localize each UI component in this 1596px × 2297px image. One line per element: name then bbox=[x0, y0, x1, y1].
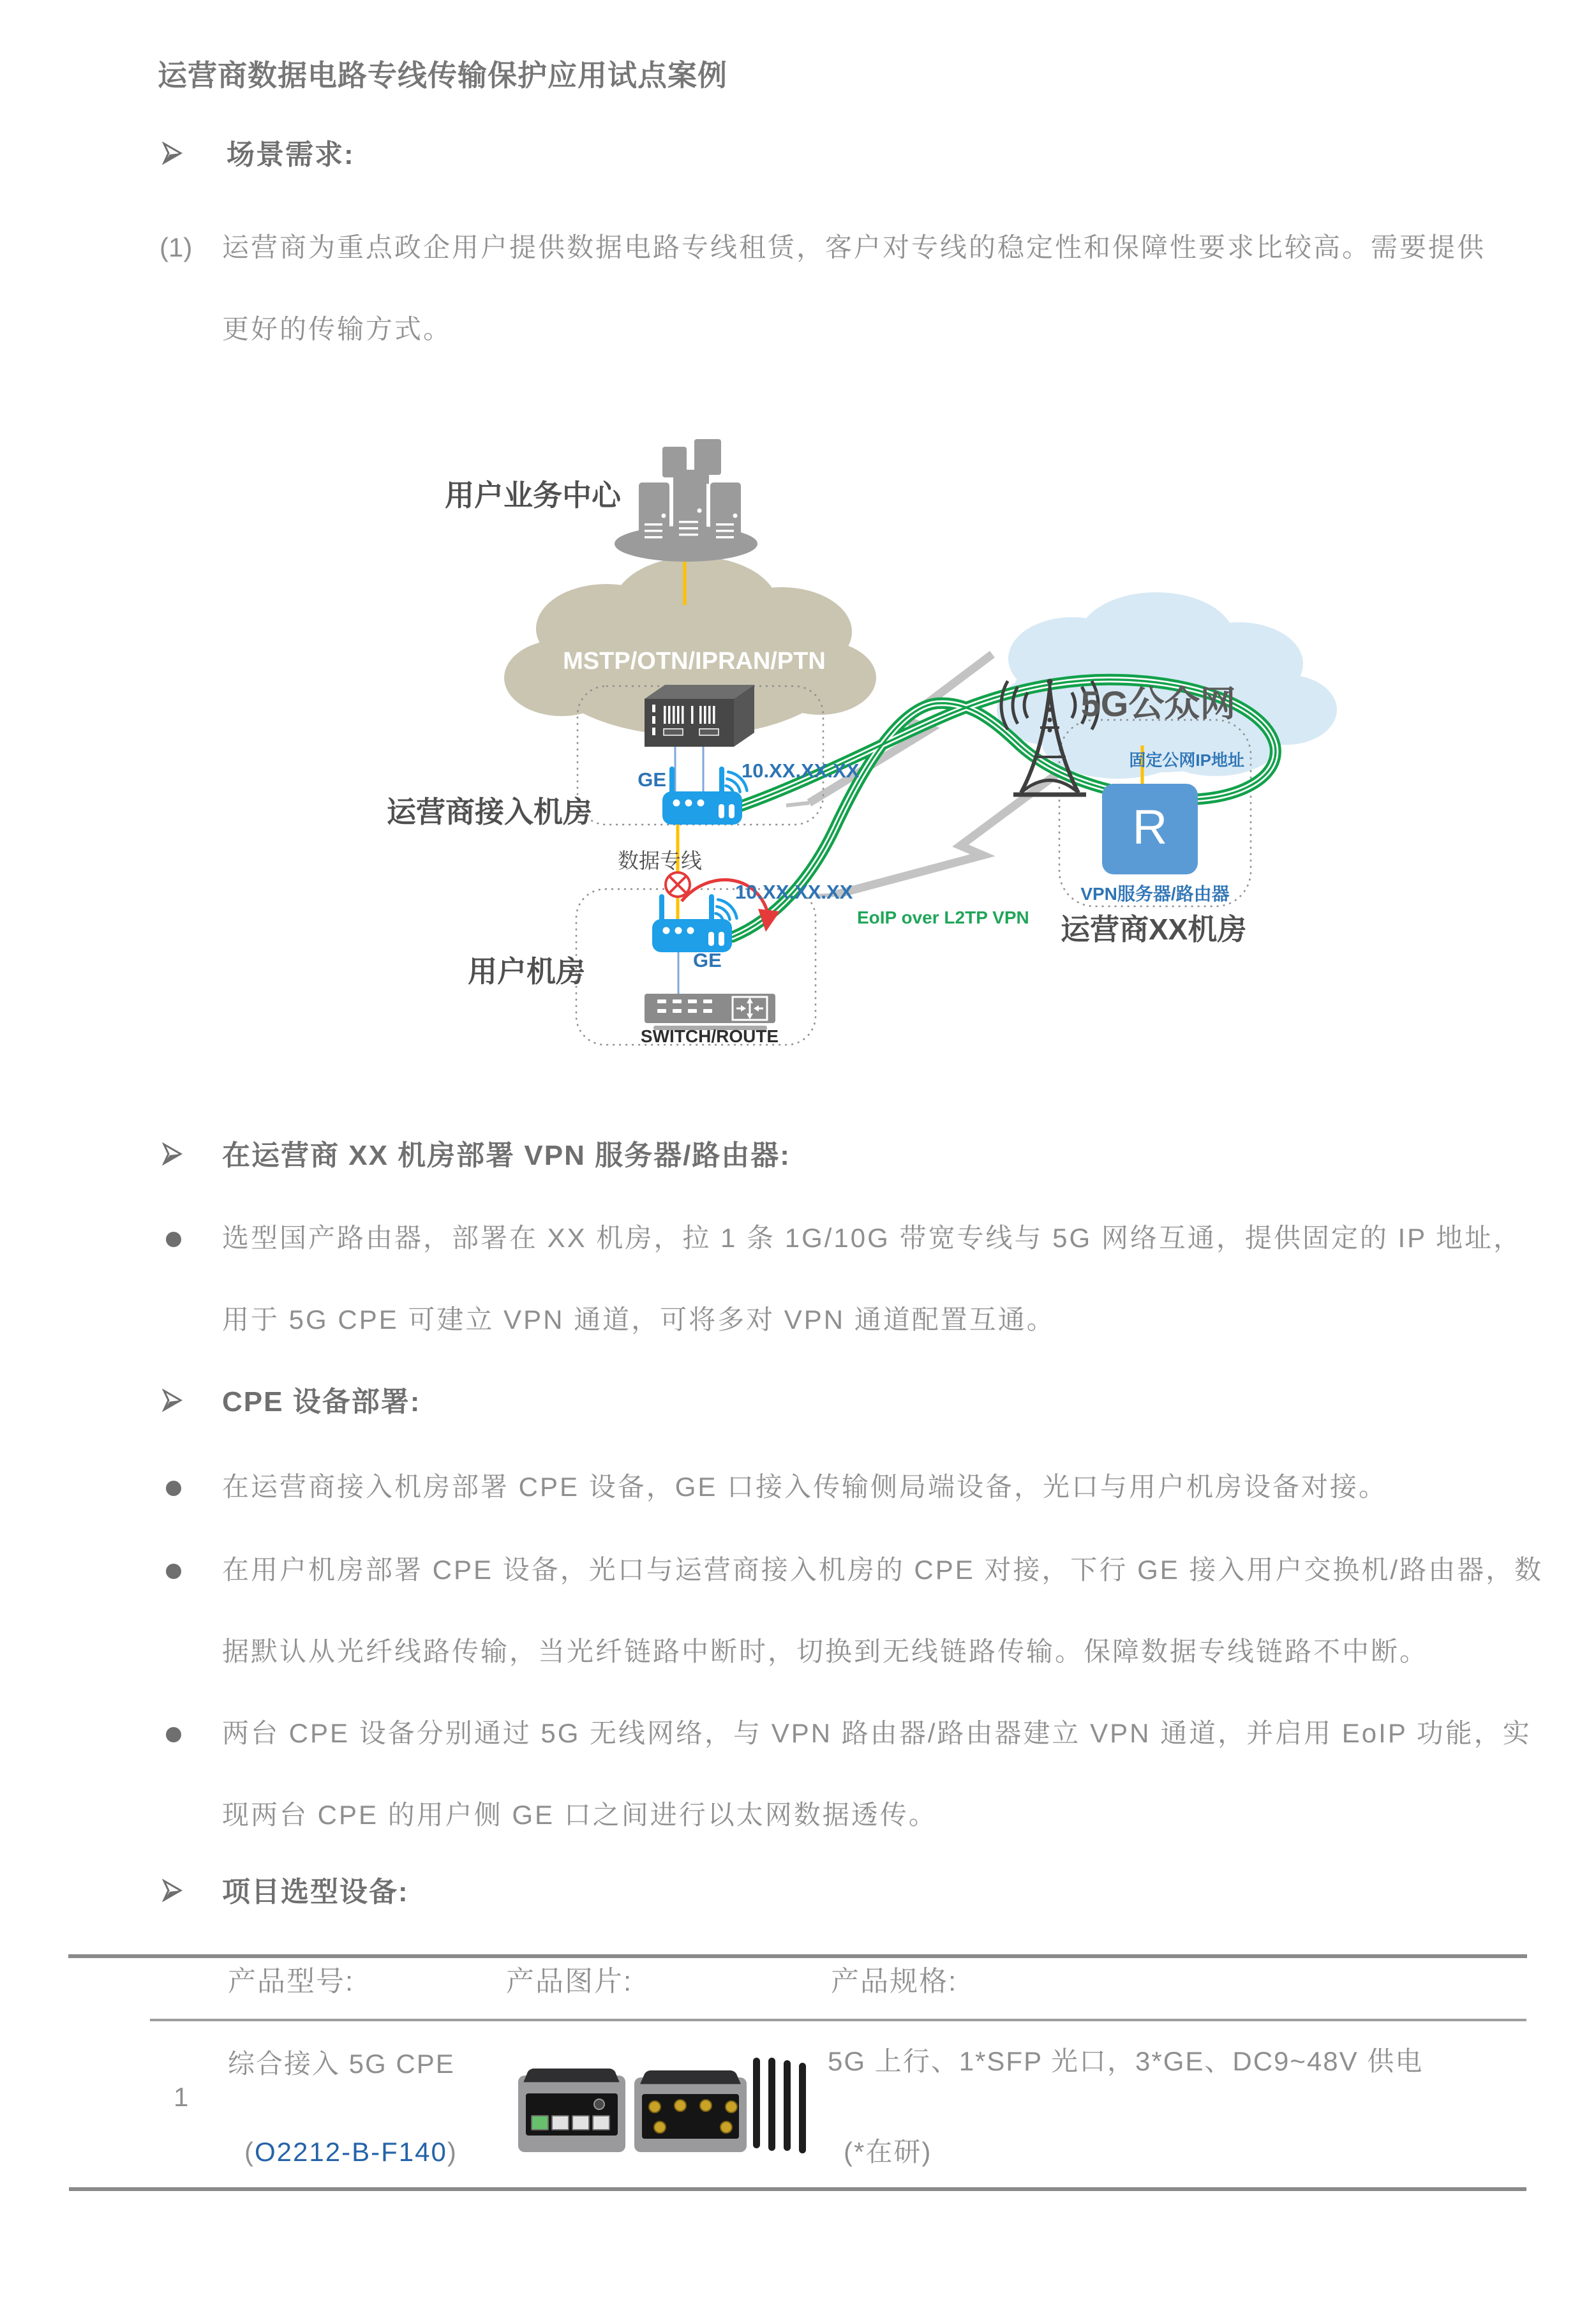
antenna-image bbox=[768, 2058, 775, 2151]
paren: ( bbox=[244, 2137, 255, 2167]
ge-port-label: GE bbox=[693, 949, 722, 971]
cpe-device-front-image bbox=[518, 2076, 625, 2152]
bullet-icon bbox=[166, 1564, 181, 1579]
bullet-icon bbox=[166, 1481, 181, 1496]
operator-xx-room-label: 运营商XX机房 bbox=[1061, 913, 1247, 946]
bullet-icon bbox=[166, 1727, 181, 1742]
server-cluster-icon bbox=[615, 439, 757, 562]
bullet-line: 现两台 CPE 的用户侧 GE 口之间进行以太网数据透传。 bbox=[222, 1800, 937, 1830]
ge-port-label: GE bbox=[638, 768, 666, 791]
cpe-device-back-image bbox=[634, 2077, 747, 2152]
heading-arrow-icon bbox=[162, 142, 183, 165]
table-top-border bbox=[68, 1954, 1527, 1958]
page-title: 运营商数据电路专线传输保护应用试点案例 bbox=[158, 59, 727, 92]
user-business-center-label: 用户业务中心 bbox=[445, 479, 621, 512]
model-code-text: O2212-B-F140 bbox=[255, 2137, 447, 2167]
paragraph-line: 运营商为重点政企用户提供数据电路专线租赁，客户对专线的稳定性和保障性要求比较高。需要提供 bbox=[222, 232, 1486, 262]
table-row-index: 1 bbox=[174, 2082, 190, 2112]
heading-cpe-deploy: CPE 设备部署: bbox=[222, 1386, 421, 1418]
antenna-image bbox=[799, 2063, 806, 2153]
table-cell-spec-note: (*在研) bbox=[844, 2137, 932, 2167]
switch-route-icon bbox=[645, 994, 775, 1030]
red-circle-x-icon bbox=[666, 872, 690, 897]
bullet-line: 两台 CPE 设备分别通过 5G 无线网络，与 VPN 路由器/路由器建立 VPN 通道，并启用 EoIP 功能，实 bbox=[222, 1718, 1532, 1748]
heading-arrow-icon bbox=[162, 1389, 183, 1412]
antenna-image bbox=[753, 2058, 760, 2148]
wifi-arcs-icon bbox=[715, 900, 736, 921]
r-node-label: R bbox=[1132, 800, 1168, 855]
column-header-image: 产品图片: bbox=[506, 1966, 633, 1997]
paragraph-number: (1) bbox=[160, 232, 193, 262]
paren: ) bbox=[447, 2137, 458, 2167]
bullet-line: 选型国产路由器，部署在 XX 机房，拉 1 条 1G/10G 带宽专线与 5G 网络互通，提供固定的 IP 地址， bbox=[222, 1223, 1523, 1253]
column-header-model: 产品型号: bbox=[228, 1966, 355, 1997]
table-bottom-border bbox=[69, 2187, 1526, 2191]
bullet-line: 在用户机房部署 CPE 设备，光口与运营商接入机房的 CPE 对接，下行 GE 接入用户交换机/路由器，数 bbox=[222, 1555, 1544, 1585]
user-room-label: 用户机房 bbox=[468, 955, 585, 988]
table-cell-spec: 5G 上行、1*SFP 光口，3*GE、DC9~48V 供电 bbox=[828, 2046, 1424, 2076]
fixed-public-ip-label: 固定公网IP地址 bbox=[1129, 751, 1244, 770]
eoip-l2tp-label: EoIP over L2TP VPN bbox=[857, 908, 1029, 927]
antenna-image bbox=[784, 2060, 791, 2151]
bullet-line: 用于 5G CPE 可建立 VPN 通道，可将多对 VPN 通道配置互通。 bbox=[222, 1305, 1055, 1335]
ip-address-label: 10.XX.XX.XX bbox=[735, 881, 853, 903]
heading-device-selection: 项目选型设备: bbox=[222, 1876, 409, 1908]
bullet-line: 在运营商接入机房部署 CPE 设备，GE 口接入传输侧局端设备，光口与用户机房设备对接。 bbox=[222, 1472, 1388, 1502]
cpe-router-user-icon bbox=[652, 894, 732, 952]
heading-arrow-icon bbox=[162, 1879, 183, 1902]
data-line-label: 数据专线 bbox=[618, 849, 702, 872]
5g-cloud-label: 5G公众网 bbox=[1080, 684, 1236, 724]
table-cell-model-name: 综合接入 5G CPE bbox=[228, 2049, 455, 2079]
bullet-line: 据默认从光纤线路传输，当光纤链路中断时，切换到无线链路传输。保障数据专线链路不中断。 bbox=[222, 1636, 1429, 1666]
product-photo bbox=[518, 2056, 818, 2155]
paragraph-line: 更好的传输方式。 bbox=[222, 314, 452, 344]
table-cell-model-code bbox=[244, 2137, 458, 2167]
mstp-cloud-label: MSTP/OTN/IPRAN/PTN bbox=[563, 648, 826, 675]
network-topology-diagram bbox=[370, 415, 1366, 1130]
table-header-border bbox=[150, 2019, 1526, 2021]
operator-room-label: 运营商接入机房 bbox=[387, 795, 592, 828]
heading-arrow-icon bbox=[162, 1142, 183, 1165]
switch-route-label: SWITCH/ROUTE bbox=[640, 1026, 779, 1046]
heading-scene-requirements: 场景需求: bbox=[227, 139, 355, 170]
heading-vpn-deploy: 在运营商 XX 机房部署 VPN 服务器/路由器: bbox=[222, 1140, 791, 1171]
column-header-spec: 产品规格: bbox=[831, 1966, 958, 1997]
transmission-device-icon bbox=[645, 685, 754, 747]
bullet-icon bbox=[166, 1232, 181, 1247]
vpn-server-label: VPN服务器/路由器 bbox=[1080, 884, 1230, 904]
ip-address-label: 10.XX.XX.XX bbox=[742, 759, 860, 782]
